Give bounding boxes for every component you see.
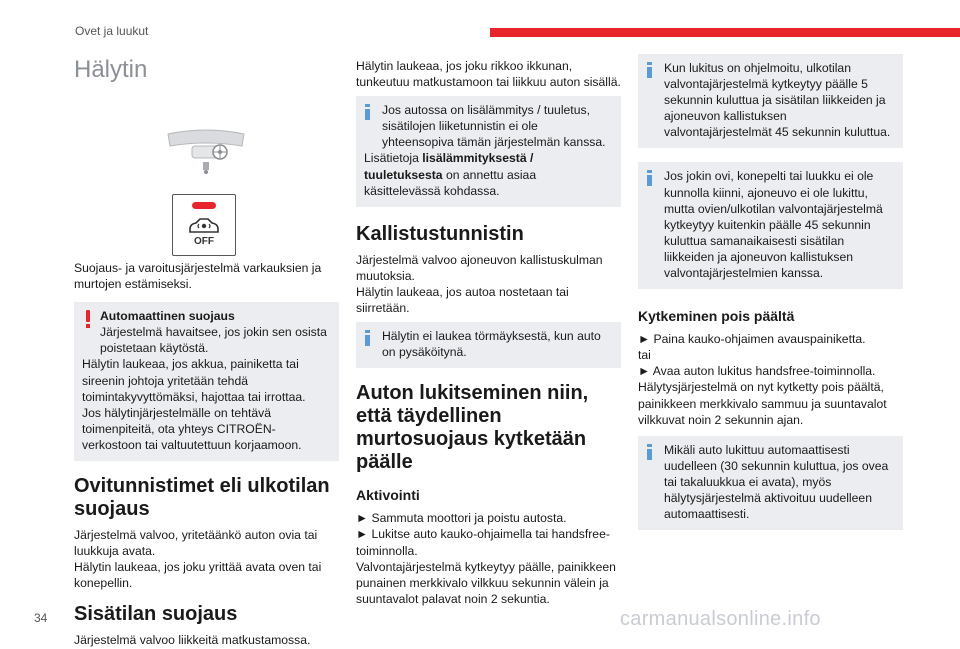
warning-note (74, 302, 339, 461)
info-note-text-bold: lisälämmityksestä / tuuletuksesta (364, 151, 534, 182)
red-indicator-light (192, 202, 216, 209)
info-note (638, 162, 903, 289)
info-note-text-pre: Lisätietoja (364, 151, 423, 166)
interior-continued: Hälytin laukeaa, jos joku rikkoo ikkunan, tunkeutuu matkustamoon tai liikkuu auton sisällä. (356, 59, 621, 90)
deactivation-line: Hälytysjärjestelmä on nyt kytketty pois päältä, painikkeen merkkivalo sammuu ja suuntavalot vilkkuvat noin 2 sekunnin ajan. (638, 380, 887, 427)
car-alarm-symbol (187, 215, 221, 235)
info-note-text-post: on annettu asiaa käsittelevässä kohdassa. (364, 167, 537, 198)
info-note (356, 96, 621, 207)
warning-line: Järjestelmä havaitsee, jos jokin sen osista poistetaan käytöstä. (100, 325, 327, 356)
running-header: Ovet ja luukut (75, 24, 149, 38)
perimeter-line: Järjestelmä valvoo, yritetäänkö auton ovia tai luukkuja avata. (74, 528, 318, 559)
warning-title: Automaattinen suojaus (100, 309, 235, 324)
header-accent-bar (490, 28, 960, 37)
activation-line: Valvontajärjestelmä kytkeytyy päälle, painikkeen punainen merkkivalo vilkkuu sekunnin välein ja suuntavalot palavat noin 2 sekuntia. (356, 559, 616, 606)
watermark: carmanualsonline.info (620, 608, 821, 630)
info-icon (647, 444, 652, 458)
perimeter-line: Hälytin laukeaa, jos joku yrittää avata oven tai konepellin. (74, 560, 322, 591)
warning-icon (85, 310, 91, 328)
info-note-text: Hälytin ei laukea törmäyksestä, kun auto on pysäköitynä. (382, 329, 601, 360)
info-note-text (364, 150, 613, 198)
activation-line: ► Lukitse auto kauko-ohjaimella tai handsfree-toiminnolla. (356, 527, 610, 558)
info-note-text: Mikäli auto lukittuu automaattisesti uudelleen (30 sekunnin kuluttua, jos ovea tai takaluukkua ei avata), myös hälytysjärjestelmä aktivoituu uudelleen automaattisesti. (664, 442, 889, 522)
info-note-text: Kun lukitus on ohjelmoitu, ulkotilan valvontajärjestelmä kytkeytyy päälle 5 sekunnin kuluttua ja sisätilan liikkeiden ja ajoneuvon kallistuksen valvontajärjestelmät 45 sekunnin kuluttua. (664, 61, 891, 140)
page-title: Hälytin (74, 56, 148, 83)
deactivation-line: tai (638, 348, 651, 363)
info-note (638, 436, 903, 530)
heading-perimeter: Ovitunnistimet eli ulkotilan suojaus (74, 475, 330, 521)
column-1 (74, 54, 339, 649)
column-2 (356, 54, 621, 607)
alarm-illustration (74, 96, 339, 246)
deactivation-line: ► Paina kauko-ohjaimen avauspainiketta. (638, 332, 866, 347)
heading-tilt: Kallistustunnistin (356, 222, 524, 245)
interior-mirror-illustration (166, 128, 246, 178)
info-icon (647, 62, 652, 76)
interior-text: Järjestelmä valvoo liikkeitä matkustamossa. (74, 633, 311, 648)
tilt-line: Järjestelmä valvoo ajoneuvon kallistuskulman muutoksia. (356, 252, 603, 283)
column-3 (638, 54, 903, 530)
info-note (356, 322, 621, 368)
deactivation-line: ► Avaa auton lukitus handsfree-toiminnolla. (638, 364, 876, 379)
heading-activation: Aktivointi (356, 487, 420, 504)
button-off-label: OFF (194, 236, 214, 247)
heading-deactivation: Kytkeminen pois päältä (638, 308, 795, 325)
warning-line: Jos hälytinjärjestelmälle on tehtävä toimenpiteitä, ota yhteys CITROËN-verkostoon tai valtuutettuun korjaamoon. (82, 405, 302, 452)
info-icon (647, 170, 652, 184)
info-note-text: Jos jokin ovi, konepelti tai luukku ei ole kunnolla kiinni, ajoneuvo ei ole lukittu, mutta ovien/ulkotilan valvontajärjestelmä kytkeytyy kuitenkin päälle 45 sekunnin kuluttua samanaikaisesti sisätilan liikkeiden ja ajoneuvon kallistuksen valvontajärjestelmien kanssa. (664, 169, 883, 281)
info-note-text: Jos autossa on lisälämmitys / tuuletus, sisätilojen liiketunnistin ei ole yhteensopiva tämän järjestelmän kanssa. (382, 103, 606, 150)
tilt-line: Hälytin laukeaa, jos autoa nostetaan tai siirretään. (356, 284, 569, 316)
heading-interior: Sisätilan suojaus (74, 603, 238, 626)
heading-lock: Auton lukitseminen niin, että täydellinen murtosuojaus kytketään päälle (356, 382, 589, 474)
intro-text: Suojaus- ja varoitusjärjestelmä varkauksien ja murtojen estämiseksi. (74, 261, 322, 292)
alarm-button-icon (172, 194, 236, 256)
info-icon (365, 104, 370, 118)
info-icon (365, 330, 370, 344)
activation-line: ► Sammuta moottori ja poistu autosta. (356, 511, 567, 526)
info-note (638, 54, 903, 148)
warning-line: Hälytin laukeaa, jos akkua, painiketta tai sireenin johtoja yritetään tehdä toimintakyvyttömäksi, hajottaa tai irrottaa. (82, 357, 306, 404)
page-number: 34 (34, 611, 48, 625)
